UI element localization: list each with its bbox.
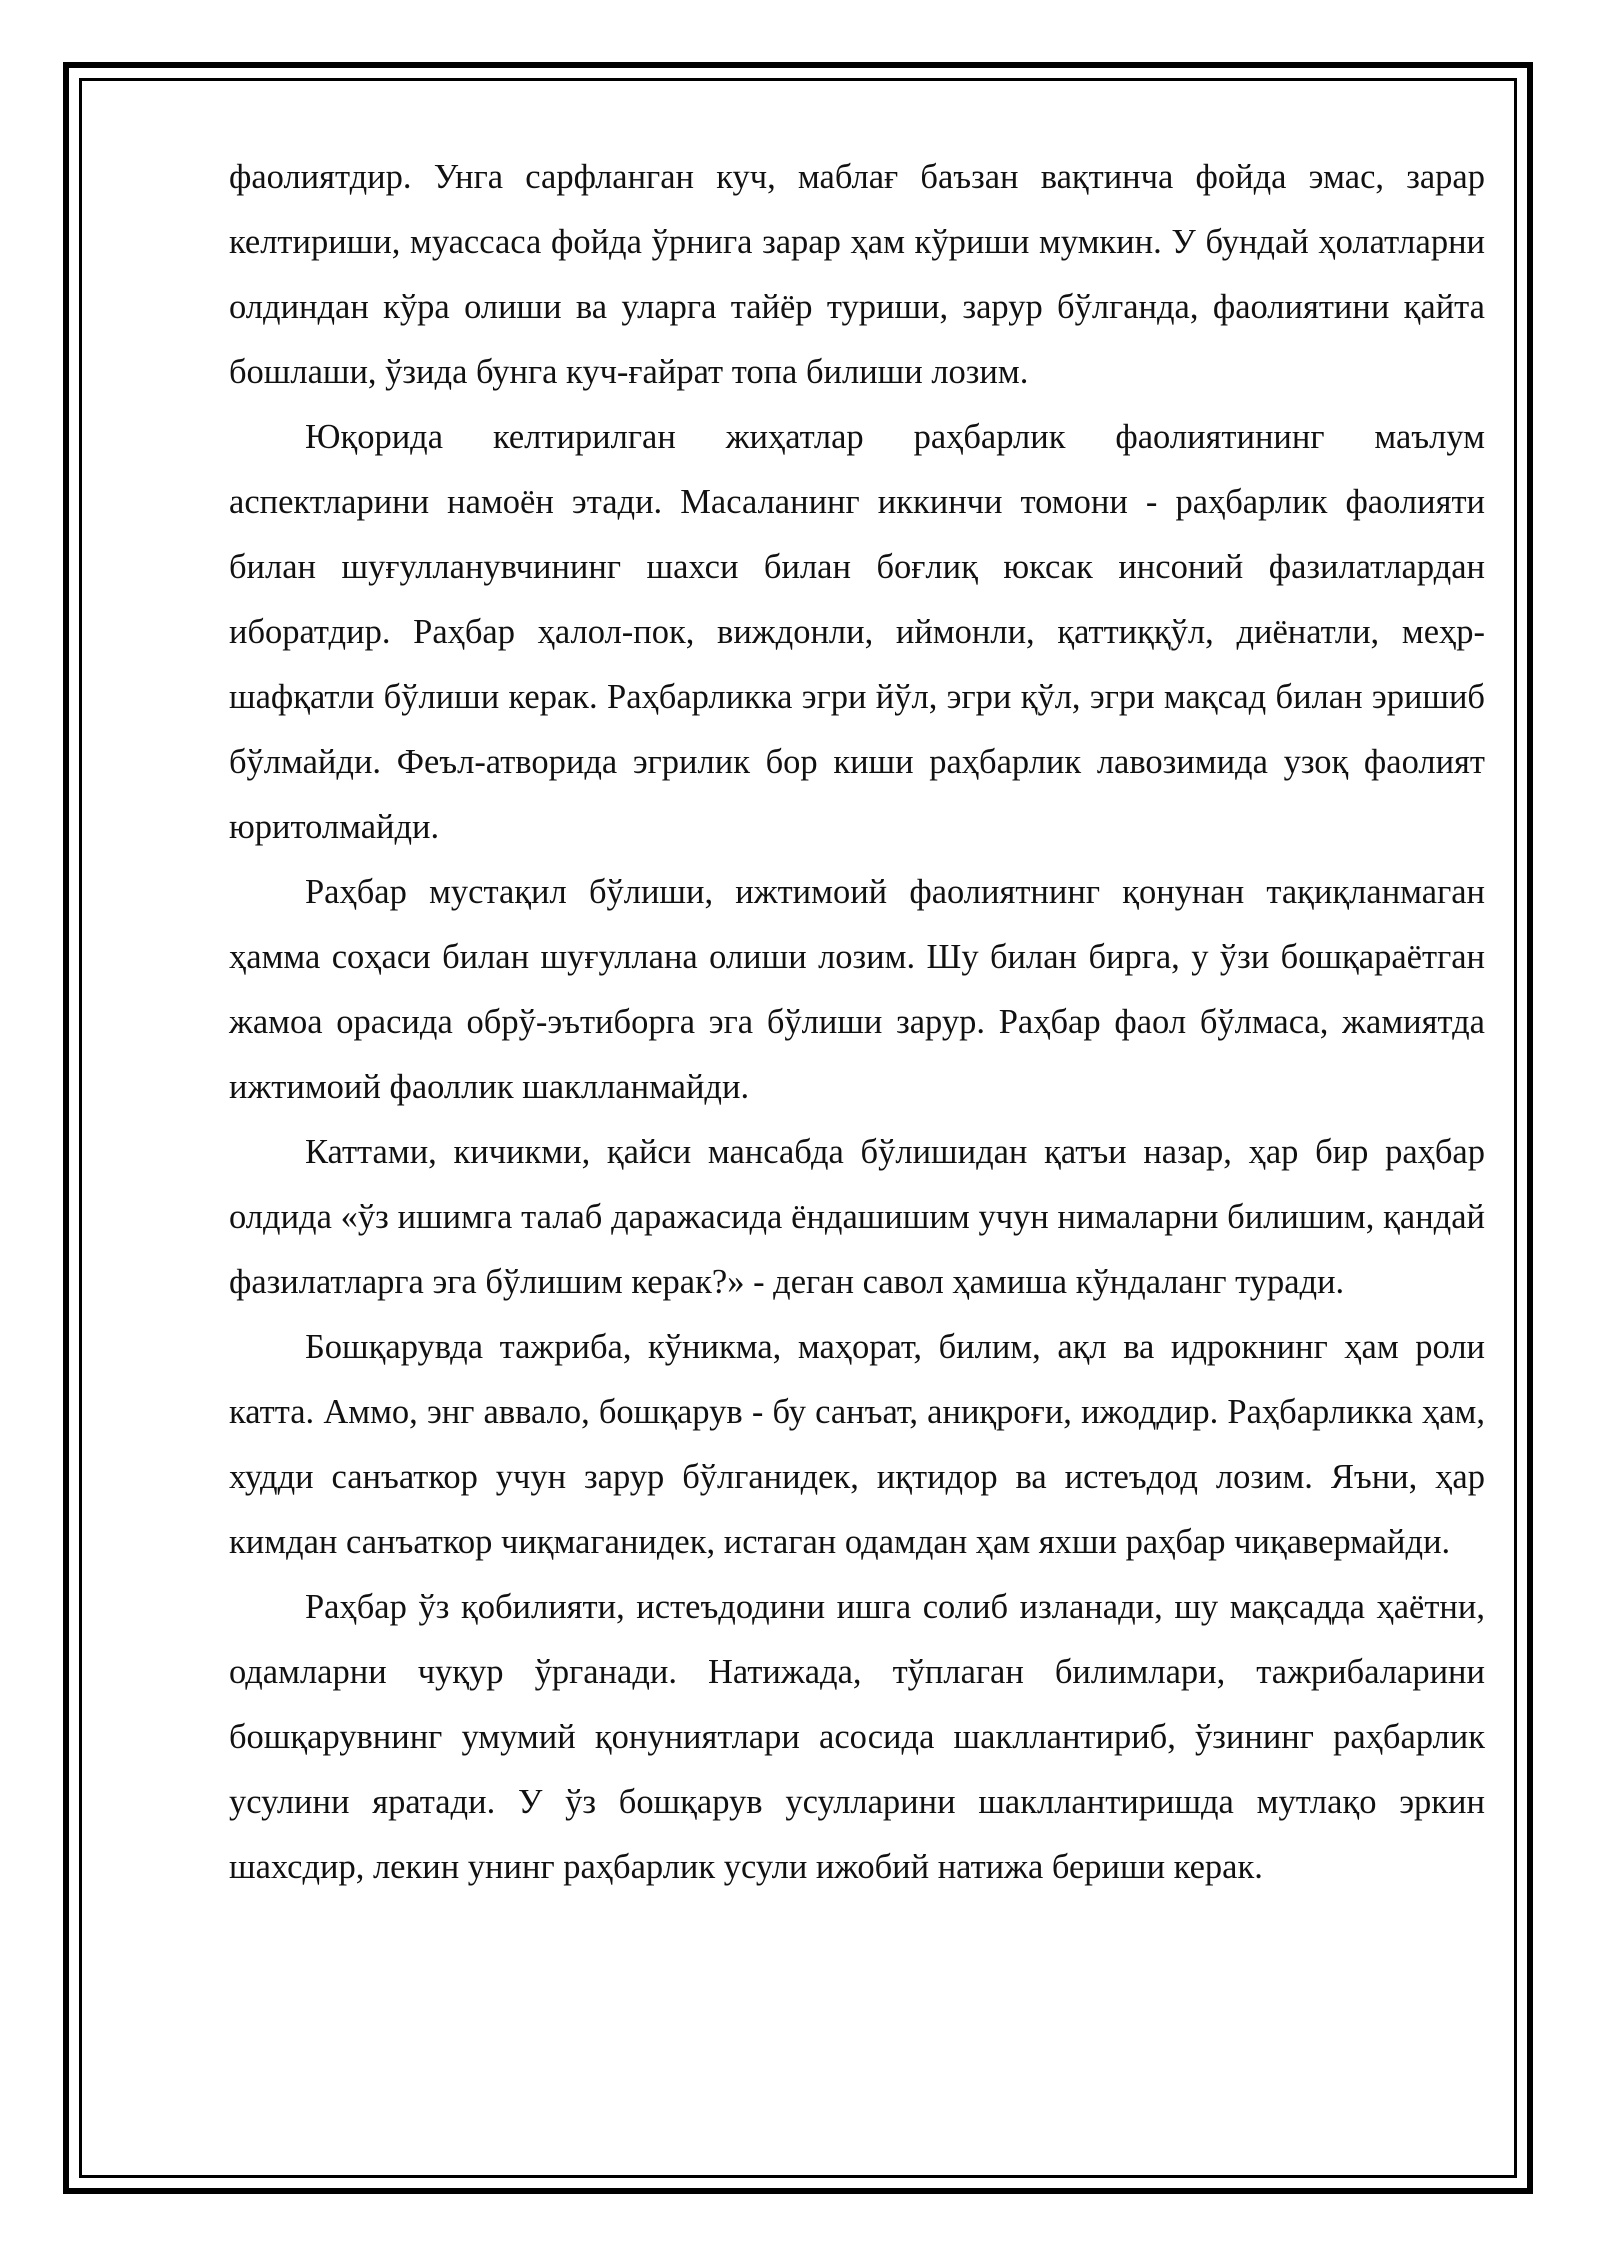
paragraph-1: фаолиятдир. Унга сарфланган куч, маблағ баъзан вақтинча фойда эмас, зарар келтириши, муассаса фойда ўрнига зарар ҳам кўриши мумкин. У бундай ҳолатларни олдиндан кўра олиши ва уларга тайёр туриши, зарур бўлганда, фаолиятини қайта бошлаши, ўзида бунга куч-ғайрат топа билиши лозим. bbox=[229, 158, 1485, 391]
paragraph-3: Раҳбар мустақил бўлиши, ижтимоий фаолиятнинг қонунан тақиқланмаган ҳамма соҳаси билан шуғуллана олиши лозим. Шу билан бирга, у ўзи бошқараётган жамоа орасида обрў-эътиборга эга бўлиши зарур. Раҳбар фаол бўлмаса, жамиятда ижтимоий фаоллик шаклланмайди. bbox=[229, 873, 1485, 1106]
paragraph-6: Раҳбар ўз қобилияти, истеъдодини ишга солиб изланади, шу мақсадда ҳаётни, одамларни чуқур ўрганади. Натижада, тўплаган билимлари, тажрибаларини бошқарувнинг умумий қонуниятлари асосида шакллантириб, ўзининг раҳбарлик усулини яратади. У ўз бошқарув усулларини шакллантиришда мутлақо эркин шахсдир, лекин унинг раҳбарлик усули ижобий натижа бериши керак. bbox=[229, 1588, 1485, 1886]
paragraph-2: Юқорида келтирилган жиҳатлар раҳбарлик фаолиятининг маълум аспектларини намоён этади. Масаланинг иккинчи томони - раҳбарлик фаолияти билан шуғулланувчининг шахси билан боғлиқ юксак инсоний фазилатлардан иборатдир. Раҳбар ҳалол-пок, виждонли, иймонли, қаттиққўл, диёнатли, меҳр-шафқатли бўлиши керак. Раҳбарликка эгри йўл, эгри қўл, эгри мақсад билан эришиб бўлмайди. Феъл-атворида эгрилик бор киши раҳбарлик лавозимида узоқ фаолият юритолмайди. bbox=[229, 418, 1485, 846]
paragraph-5: Бошқарувда тажриба, кўникма, маҳорат, билим, ақл ва идрокнинг ҳам роли катта. Аммо, энг аввало, бошқарув - бу санъат, аниқроғи, ижоддир. Раҳбарликка ҳам, худди санъаткор учун зарур бўлганидек, иқтидор ва истеъдод лозим. Яъни, ҳар кимдан санъаткор чиқмаганидек, истаган одамдан ҳам яхши раҳбар чиқавермайди. bbox=[229, 1328, 1485, 1561]
document-body bbox=[229, 145, 1485, 1900]
paragraph-4: Каттами, кичикми, қайси мансабда бўлишидан қатъи назар, ҳар бир раҳбар олдида «ўз ишимга талаб даражасида ёндашишим учун нималарни билишим, қандай фазилатларга эга бўлишим керак?» - деган савол ҳамиша кўндаланг туради. bbox=[229, 1133, 1485, 1301]
